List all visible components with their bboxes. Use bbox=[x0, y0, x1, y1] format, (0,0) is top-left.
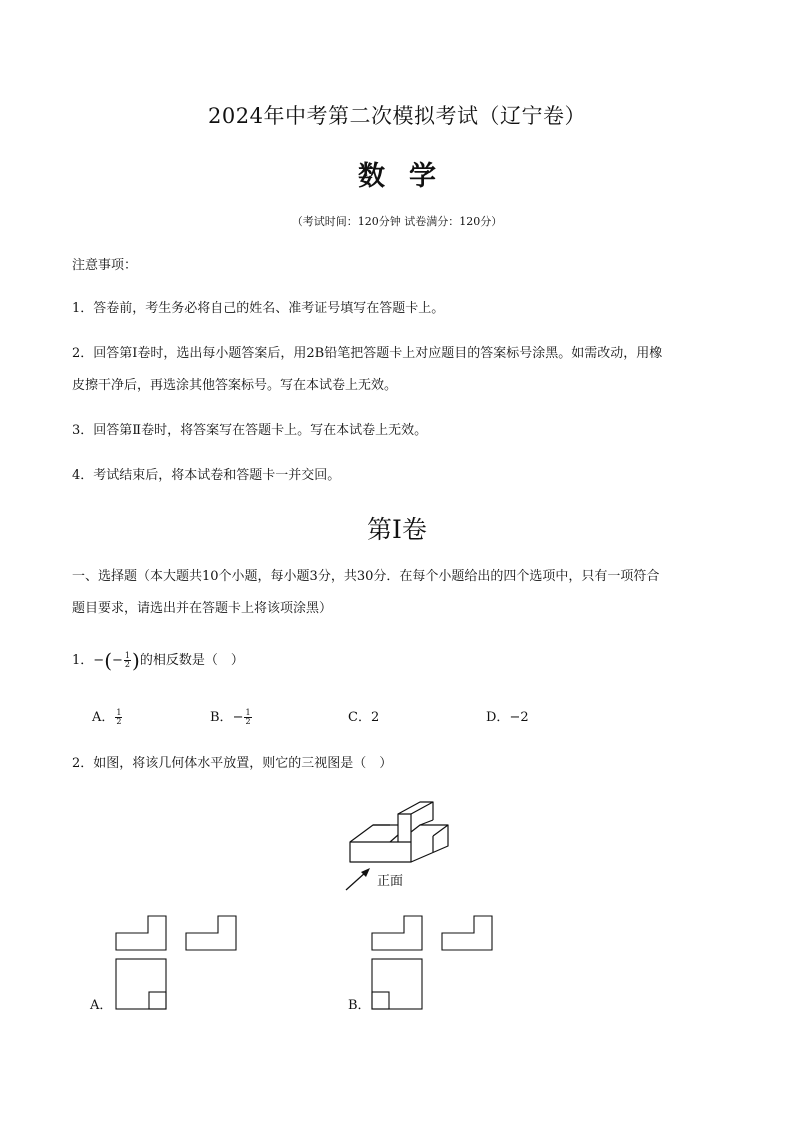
q1-option-b-sign: − bbox=[232, 710, 244, 725]
front-direction-arrow-icon bbox=[344, 866, 374, 892]
q1-option-c-value: 2 bbox=[370, 710, 380, 725]
option-b-three-views bbox=[372, 916, 494, 1012]
subject-title: 数学 bbox=[358, 161, 460, 192]
note-item-2-line-2: 皮擦干净后，再选涂其他答案标号。写在本试卷上无效。 bbox=[72, 378, 398, 393]
fraction-denominator: 2 bbox=[124, 660, 130, 669]
q1-option-c-label: C． bbox=[348, 710, 371, 725]
note-item-1: 1．答卷前，考生务必将自己的姓名、准考证号填写在答题卡上。 bbox=[72, 301, 445, 316]
q1-option-a[interactable] bbox=[92, 706, 123, 726]
fraction-numerator: 1 bbox=[245, 708, 251, 717]
exam-title: 2024年中考第二次模拟考试（辽宁卷） bbox=[208, 104, 586, 128]
q1-option-d-value: −2 bbox=[509, 710, 529, 725]
note-item-3: 3．回答第Ⅱ卷时，将答案写在答题卡上。写在本试卷上无效。 bbox=[72, 423, 428, 438]
q1-option-a-label: A． bbox=[92, 710, 115, 725]
question-1-number: 1． bbox=[72, 653, 94, 668]
option-a-three-views bbox=[116, 916, 238, 1012]
note-item-4: 4．考试结束后，将本试卷和答题卡一并交回。 bbox=[72, 468, 341, 483]
fraction-denominator: 2 bbox=[116, 717, 122, 726]
fraction-numerator: 1 bbox=[116, 708, 122, 717]
question-1-suffix: 的相反数是（ ） bbox=[139, 653, 244, 668]
section-instructions-line-1: 一、选择题（本大题共10个小题，每小题3分，共30分．在每个小题给出的四个选项中，只有一项符合 bbox=[72, 569, 660, 584]
option-b-label[interactable]: B． bbox=[348, 998, 371, 1013]
question-2: 2．如图，将该几何体水平放置，则它的三视图是（ ） bbox=[72, 756, 393, 771]
q1-option-a-fraction bbox=[115, 709, 122, 726]
notes-heading: 注意事项： bbox=[72, 258, 138, 273]
time-info: （考试时间：120分钟 试卷满分：120分） bbox=[291, 215, 503, 228]
fraction-numerator: 1 bbox=[124, 651, 130, 660]
q1-option-b-fraction bbox=[244, 709, 251, 726]
q1-option-d-label: D． bbox=[486, 710, 510, 725]
question-1-inner-minus: − bbox=[112, 653, 123, 668]
q1-option-d[interactable] bbox=[486, 706, 529, 725]
option-a-label[interactable]: A． bbox=[90, 998, 113, 1013]
open-paren: ( bbox=[104, 648, 112, 673]
question-1-fraction bbox=[124, 652, 131, 669]
q1-option-b[interactable] bbox=[210, 706, 253, 726]
q1-option-b-label: B． bbox=[210, 710, 233, 725]
question-1 bbox=[72, 648, 244, 673]
close-paren: ) bbox=[132, 648, 140, 673]
fraction-denominator: 2 bbox=[245, 717, 251, 726]
front-label: 正面 bbox=[377, 874, 404, 889]
section-title: 第Ⅰ卷 bbox=[367, 515, 427, 544]
question-1-minus: − bbox=[93, 653, 105, 668]
note-item-2-line-1: 2．回答第Ⅰ卷时，选出每小题答案后，用2B铅笔把答题卡上对应题目的答案标号涂黑。如需改动，用橡 bbox=[72, 346, 663, 361]
section-instructions-line-2: 题目要求，请选出并在答题卡上将该项涂黑） bbox=[72, 601, 333, 616]
q1-option-c[interactable] bbox=[348, 706, 379, 725]
